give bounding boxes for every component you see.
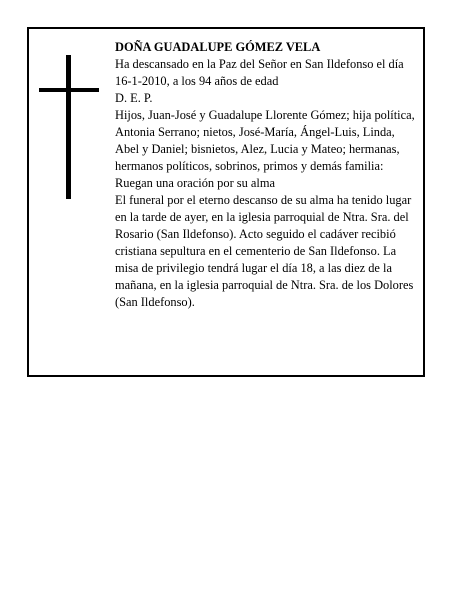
latin-cross-icon: [39, 55, 99, 199]
prayer-request: Ruegan una oración por su alma: [115, 176, 275, 190]
cross-vertical-bar: [66, 55, 71, 199]
death-announcement: Ha descansado en la Paz del Señor en San Ildefonso el día 16-1-2010, a los 94 años de edad: [115, 57, 404, 88]
notice-text-block: [115, 39, 417, 311]
deceased-name-title: DOÑA GUADALUPE GÓMEZ VELA: [115, 40, 321, 54]
rest-in-peace: D. E. P.: [115, 91, 153, 105]
funeral-details: El funeral por el eterno descanso de su alma ha tenido lugar en la tarde de ayer, en la iglesia parroquial de Ntra. Sra. del Rosario (San Ildefonso). Acto seguido el cadáver recibió cristiana sepultura en el cementerio de San Ildefonso. La misa de privilegio tendrá lugar el día 18, a las diez de la mañana, en la iglesia parroquial de Ntra. Sra. de los Dolores (San Ildefonso).: [115, 193, 414, 309]
obituary-notice: [27, 27, 425, 377]
family-list: Hijos, Juan-José y Guadalupe Llorente Gómez; hija política, Antonia Serrano; nietos, José-María, Ángel-Luis, Linda, Abel y Daniel; bisnietos, Alez, Lucia y Mateo; hermanas, hermanos políticos, sobrinos, primos y demás familia:: [115, 108, 415, 173]
cross-horizontal-bar: [39, 88, 99, 92]
